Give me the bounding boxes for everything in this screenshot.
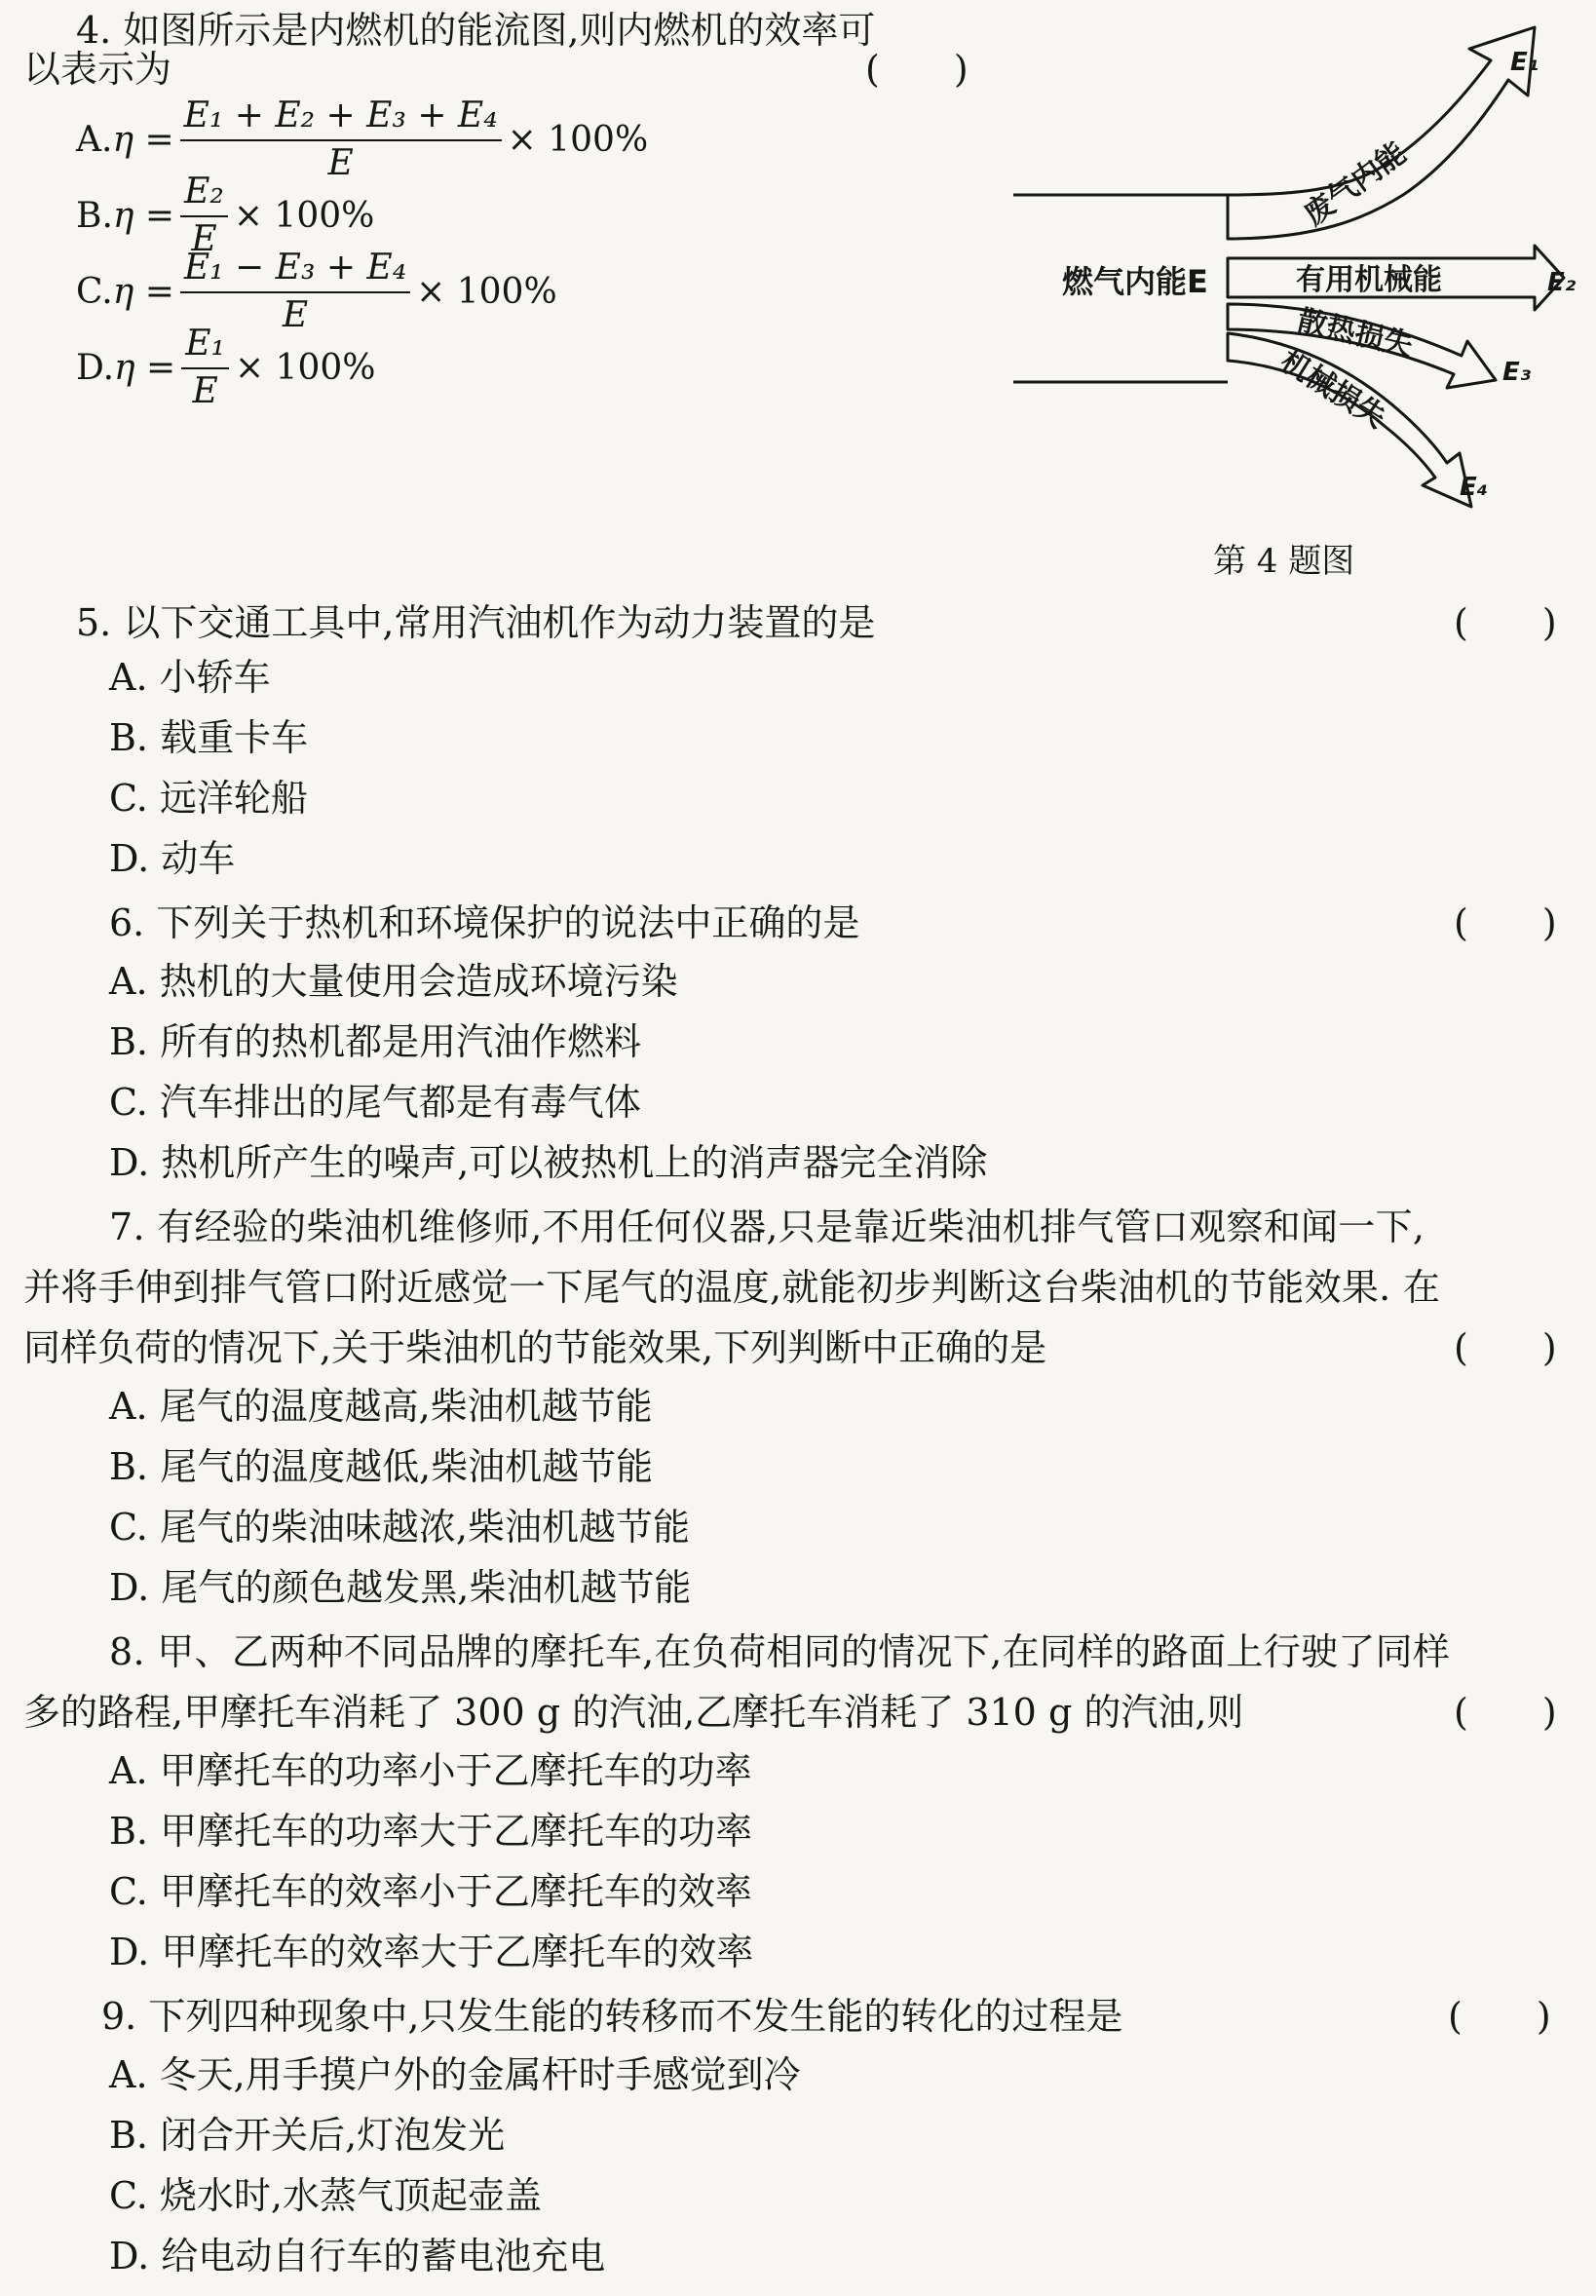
q9-answer-blank[interactable]: ( ) [1448, 1995, 1551, 2038]
e2-label: E₂ [1547, 268, 1577, 297]
q9-option-d[interactable]: D. 给电动自行车的蓄电池充电 [109, 2235, 606, 2277]
q9-option-a[interactable]: A. 冬天,用手摸户外的金属杆时手感觉到冷 [109, 2053, 801, 2096]
q4-option-c-denominator: E [282, 295, 309, 335]
q4-option-d-fraction [181, 324, 229, 411]
q4-stem-line1: 4. 如图所示是内燃机的能流图,则内燃机的效率可 [76, 9, 876, 52]
q5-answer-blank[interactable]: ( ) [1454, 601, 1557, 644]
q8-stem-line2: 多的路程,甲摩托车消耗了 300 g 的汽油,乙摩托车消耗了 310 g 的汽油,则 [23, 1691, 1244, 1734]
q9-stem: 9. 下列四种现象中,只发生能的转移而不发生能的转化的过程是 [101, 1995, 1123, 2038]
q4-option-b-label: B. [76, 195, 113, 236]
q4-option-d-label: D. [76, 347, 115, 388]
q8-option-c[interactable]: C. 甲摩托车的效率小于乙摩托车的效率 [109, 1870, 752, 1913]
q4-option-a-label: A. [76, 119, 113, 160]
q7-stem-line2: 并将手伸到排气管口附近感觉一下尾气的温度,就能初步判断这台柴油机的节能效果. 在 [23, 1266, 1441, 1309]
energy-flow-diagram [1004, 19, 1588, 517]
q6-answer-blank[interactable]: ( ) [1454, 901, 1557, 944]
q9-option-b[interactable]: B. 闭合开关后,灯泡发光 [109, 2114, 506, 2157]
e3-label: E₃ [1502, 358, 1532, 387]
q8-answer-blank[interactable]: ( ) [1454, 1691, 1557, 1734]
q4-option-a-eta: η = [112, 119, 174, 160]
useful-energy-label: 有用机械能 [1296, 263, 1442, 297]
q7-option-a[interactable]: A. 尾气的温度越高,柴油机越节能 [109, 1385, 653, 1428]
q4-option-d-eta: η = [114, 347, 176, 388]
q5-option-c[interactable]: C. 远洋轮船 [109, 777, 308, 820]
q4-option-c-eta: η = [112, 271, 174, 312]
exhaust-energy-label: 废气内能 [1298, 135, 1413, 233]
q4-option-b-suffix: × 100% [233, 195, 375, 236]
q4-option-d-numerator: E₁ [181, 324, 229, 369]
q8-option-d[interactable]: D. 甲摩托车的效率大于乙摩托车的效率 [109, 1931, 754, 1973]
heat-loss-label: 散热损失 [1294, 303, 1416, 364]
q4-option-b-eta: η = [112, 195, 175, 236]
e1-label: E₁ [1510, 48, 1539, 77]
q4-option-b-denominator: E [191, 219, 217, 259]
q4-option-d-suffix: × 100% [234, 347, 376, 388]
q8-option-b[interactable]: B. 甲摩托车的功率大于乙摩托车的功率 [109, 1810, 753, 1853]
q4-option-b-numerator: E₂ [180, 172, 228, 217]
q7-option-b[interactable]: B. 尾气的温度越低,柴油机越节能 [109, 1445, 654, 1488]
q8-stem-line1: 8. 甲、乙两种不同品牌的摩托车,在负荷相同的情况下,在同样的路面上行驶了同样 [109, 1630, 1451, 1673]
q4-option-c-suffix: × 100% [416, 271, 557, 312]
q7-option-c[interactable]: C. 尾气的柴油味越浓,柴油机越节能 [109, 1506, 690, 1549]
q4-answer-blank[interactable]: ( ) [865, 48, 969, 91]
q4-stem-line2: 以表示为 [23, 48, 172, 91]
q6-option-b[interactable]: B. 所有的热机都是用汽油作燃料 [109, 1020, 642, 1063]
q4-option-c-fraction [180, 248, 410, 335]
exhaust-arrow [1228, 27, 1535, 239]
q4-option-c-numerator: E₁ − E₃ + E₄ [180, 248, 410, 293]
q4-option-a[interactable] [76, 96, 648, 183]
q5-stem: 5. 以下交通工具中,常用汽油机作为动力装置的是 [76, 601, 876, 644]
input-energy-label: 燃气内能E [1062, 263, 1208, 300]
q6-option-c[interactable]: C. 汽车排出的尾气都是有毒气体 [109, 1081, 641, 1124]
q7-answer-blank[interactable]: ( ) [1454, 1326, 1557, 1369]
q4-option-d-denominator: E [192, 371, 218, 411]
q4-option-c[interactable] [76, 248, 557, 335]
q4-option-a-suffix: × 100% [507, 119, 649, 160]
q7-option-d[interactable]: D. 尾气的颜色越发黑,柴油机越节能 [109, 1566, 692, 1609]
q5-option-b[interactable]: B. 载重卡车 [109, 716, 309, 759]
q4-option-d[interactable] [76, 324, 375, 411]
mech-loss-label: 机械损失 [1273, 344, 1392, 436]
e4-label: E₄ [1460, 473, 1489, 502]
q8-option-a[interactable]: A. 甲摩托车的功率小于乙摩托车的功率 [109, 1749, 752, 1792]
q6-stem: 6. 下列关于热机和环境保护的说法中正确的是 [109, 901, 860, 944]
q4-option-a-denominator: E [327, 143, 354, 183]
figure-caption: 第 4 题图 [1213, 542, 1355, 581]
q6-option-a[interactable]: A. 热机的大量使用会造成环境污染 [109, 960, 678, 1003]
q4-option-a-fraction [180, 96, 502, 183]
q5-option-d[interactable]: D. 动车 [109, 837, 236, 880]
q9-option-c[interactable]: C. 烧水时,水蒸气顶起壶盖 [109, 2174, 542, 2217]
q4-option-b[interactable] [76, 172, 374, 259]
q6-option-d[interactable]: D. 热机所产生的噪声,可以被热机上的消声器完全消除 [109, 1141, 988, 1184]
q4-option-a-numerator: E₁ + E₂ + E₃ + E₄ [180, 96, 502, 141]
q4-option-c-label: C. [76, 271, 113, 312]
q4-option-b-fraction [180, 172, 228, 259]
q7-stem-line3: 同样负荷的情况下,关于柴油机的节能效果,下列判断中正确的是 [23, 1326, 1047, 1369]
q7-stem-line1: 7. 有经验的柴油机维修师,不用任何仪器,只是靠近柴油机排气管口观察和闻一下, [109, 1205, 1425, 1248]
q5-option-a[interactable]: A. 小轿车 [109, 656, 271, 699]
